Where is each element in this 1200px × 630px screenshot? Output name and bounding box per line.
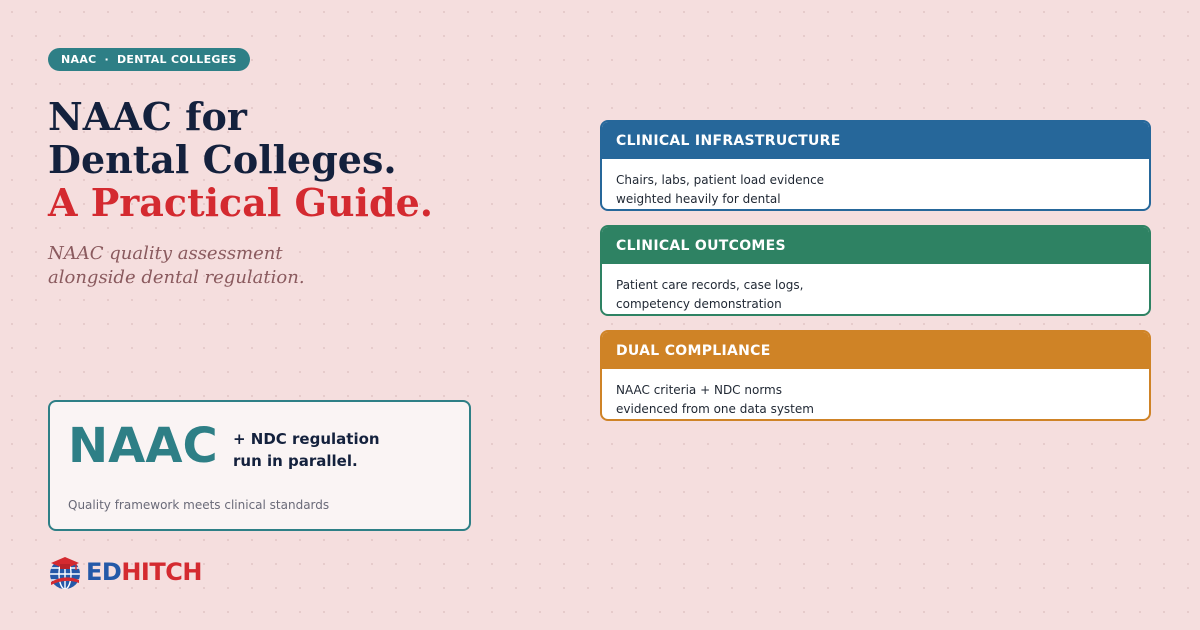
card-title: CLINICAL OUTCOMES (602, 227, 1149, 264)
tag-naac: NAAC (61, 53, 97, 66)
stat-card-side-text (233, 428, 380, 472)
brand-name (86, 558, 202, 586)
stat-card-big-text: NAAC (68, 418, 218, 474)
card-title: DUAL COMPLIANCE (602, 332, 1149, 369)
brand-logo (48, 554, 202, 590)
card-description-line-1: Chairs, labs, patient load evidence (616, 173, 825, 187)
card-description-line-1: NAAC criteria + NDC norms (616, 383, 782, 397)
stat-card-side-line-2: run in parallel. (233, 452, 358, 470)
subtitle (48, 242, 305, 290)
category-tag (48, 48, 250, 71)
brand-name-ed: ED (86, 558, 122, 586)
stat-card (48, 400, 471, 531)
headline (48, 95, 433, 224)
globe-graduation-cap-icon (48, 554, 82, 590)
card-dual-compliance (600, 330, 1151, 421)
card-description (602, 369, 1149, 419)
card-description (602, 264, 1149, 314)
tag-separator: · (104, 53, 109, 66)
card-clinical-infrastructure (600, 120, 1151, 211)
brand-name-hitch: HITCH (121, 558, 202, 586)
tag-dental-colleges: DENTAL COLLEGES (117, 53, 237, 66)
stat-card-caption: Quality framework meets clinical standards (68, 498, 330, 512)
headline-line-2: Dental Colleges. (48, 137, 397, 182)
subtitle-line-1: NAAC quality assessment (48, 243, 283, 264)
card-description-line-1: Patient care records, case logs, (616, 278, 804, 292)
card-description-line-2: competency demonstration (616, 297, 782, 311)
card-clinical-outcomes (600, 225, 1151, 316)
headline-line-1: NAAC for (48, 94, 247, 139)
headline-accent: A Practical Guide. (48, 180, 433, 225)
card-title: CLINICAL INFRASTRUCTURE (602, 122, 1149, 159)
subtitle-line-2: alongside dental regulation. (48, 267, 305, 288)
card-description-line-2: evidenced from one data system (616, 402, 814, 416)
card-description-line-2: weighted heavily for dental (616, 192, 781, 206)
card-description (602, 159, 1149, 209)
stat-card-side-line-1: + NDC regulation (233, 430, 380, 448)
